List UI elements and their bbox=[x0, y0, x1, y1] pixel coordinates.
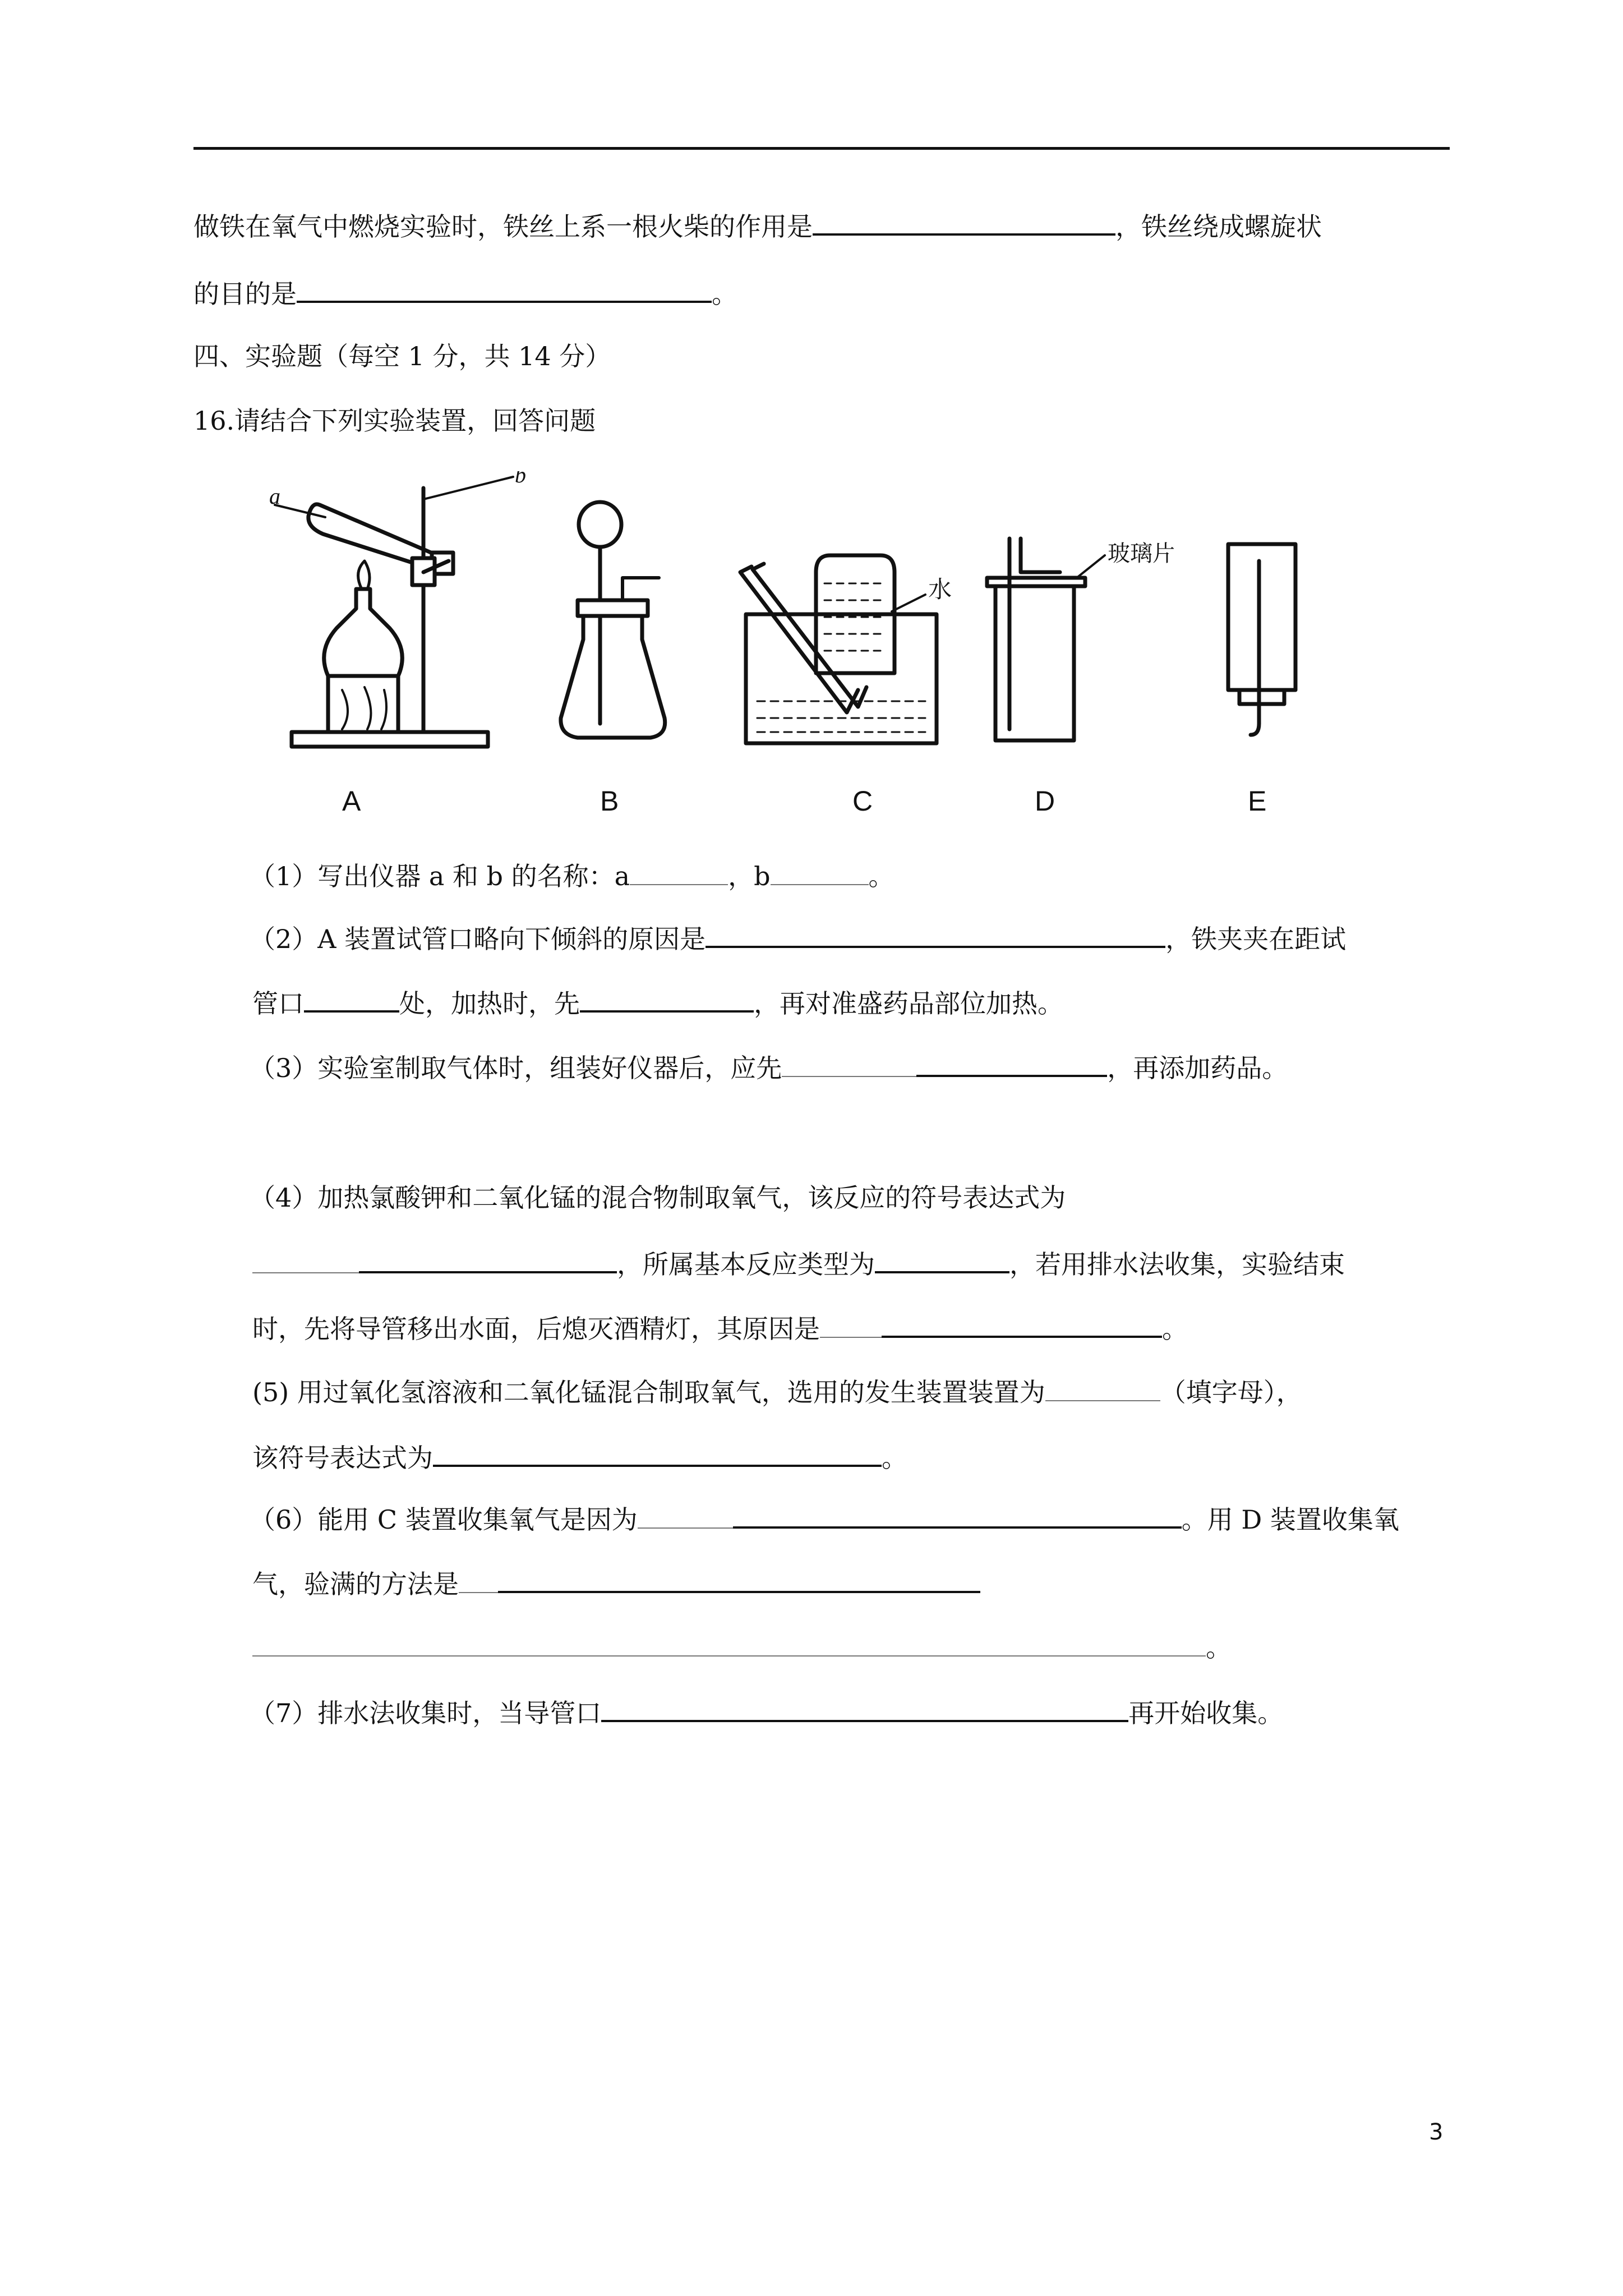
question-16-stem: 16.请结合下列实验装置，回答问题 bbox=[193, 406, 596, 436]
q16-2-line1 bbox=[250, 920, 1346, 956]
answer-blank[interactable] bbox=[875, 1245, 1009, 1273]
figure-letter-b: B bbox=[600, 785, 619, 817]
q16-3-text-2: ，再添加药品。 bbox=[1107, 1053, 1288, 1083]
header-rule bbox=[193, 147, 1450, 150]
q15-line2 bbox=[193, 275, 737, 311]
answer-blank[interactable] bbox=[498, 1565, 980, 1593]
q16-5-text-1: (5) 用过氧化氢溶液和二氧化锰混合制取氧气，选用的发生装置装置为 bbox=[252, 1377, 1045, 1407]
q16-2-text-3: 管口 bbox=[252, 988, 304, 1019]
q16-4-text-3: ，若用排水法收集，实验结束 bbox=[1009, 1249, 1345, 1280]
answer-blank[interactable] bbox=[252, 1630, 1206, 1657]
answer-blank[interactable] bbox=[252, 1246, 359, 1273]
q16-6-line3 bbox=[252, 1630, 1232, 1664]
q16-7-text-2: 再开始收集。 bbox=[1128, 1698, 1284, 1728]
answer-blank[interactable] bbox=[601, 1694, 1128, 1722]
q16-4-line1: （4）加热氯酸钾和二氧化锰的混合物制取氧气，该反应的符号表达式为 bbox=[250, 1182, 1066, 1213]
q16-2-text-4: 处，加热时，先 bbox=[399, 988, 580, 1019]
figure-letter-c: C bbox=[852, 785, 873, 817]
q16-1-text-3: 。 bbox=[868, 861, 895, 891]
answer-blank[interactable] bbox=[733, 1501, 1182, 1529]
q16-2-text-1: （2）A 装置试管口略向下倾斜的原因是 bbox=[250, 924, 706, 954]
q16-5-text-4: 。 bbox=[882, 1443, 907, 1473]
q16-2-text-5: ，再对准盛药品部位加热。 bbox=[754, 988, 1063, 1019]
answer-blank[interactable] bbox=[297, 275, 712, 303]
q15-text-2: ，铁丝绕成螺旋状 bbox=[1115, 211, 1322, 242]
apparatus-figure bbox=[264, 471, 1357, 819]
label-water: 水 bbox=[928, 576, 952, 603]
q16-6-line2 bbox=[252, 1565, 980, 1601]
label-a: a bbox=[269, 484, 280, 509]
q16-2-text-2: ，铁夹夹在距试 bbox=[1165, 924, 1347, 954]
q16-7 bbox=[250, 1694, 1283, 1730]
q16-1-text-2: ，b bbox=[728, 861, 771, 891]
q16-4-text-2: ，所属基本反应类型为 bbox=[617, 1249, 875, 1280]
q16-1-text-1: （1）写出仪器 a 和 b 的名称：a bbox=[250, 861, 630, 891]
q16-1 bbox=[250, 858, 895, 893]
page-number: 3 bbox=[1429, 2119, 1444, 2145]
figure-letter-d: D bbox=[1035, 785, 1055, 817]
answer-blank[interactable] bbox=[580, 984, 754, 1013]
q15-text-4: 。 bbox=[712, 279, 737, 309]
q16-6-text-1: （6）能用 C 装置收集氧气是因为 bbox=[250, 1504, 638, 1535]
q16-4-text-4: 时，先将导管移出水面，后熄灭酒精灯，其原因是 bbox=[252, 1314, 820, 1344]
answer-blank[interactable] bbox=[630, 858, 728, 885]
apparatus-diagram bbox=[264, 471, 1357, 819]
answer-blank[interactable] bbox=[813, 208, 1115, 236]
answer-blank[interactable] bbox=[820, 1311, 882, 1338]
q16-2-line2 bbox=[252, 984, 1063, 1020]
apparatus-a bbox=[269, 471, 526, 747]
answer-blank[interactable] bbox=[782, 1050, 916, 1077]
label-glass-slide: 玻璃片 bbox=[1108, 541, 1175, 567]
answer-blank[interactable] bbox=[706, 920, 1165, 948]
q16-4-line2 bbox=[252, 1245, 1345, 1281]
section-heading: 四、实验题（每空 1 分，共 14 分） bbox=[193, 341, 611, 371]
q16-7-text-1: （7）排水法收集时，当导管口 bbox=[250, 1698, 602, 1728]
answer-blank[interactable] bbox=[638, 1502, 733, 1529]
q15-text-1: 做铁在氧气中燃烧实验时，铁丝上系一根火柴的作用是 bbox=[193, 211, 813, 242]
apparatus-e bbox=[1228, 544, 1295, 735]
answer-blank[interactable] bbox=[1045, 1374, 1160, 1401]
figure-letter-e: E bbox=[1248, 785, 1267, 817]
q16-5-text-2: （填字母）， bbox=[1160, 1377, 1302, 1407]
q16-6-text-3: 气，验满的方法是 bbox=[252, 1569, 459, 1599]
figure-letter-a: A bbox=[342, 785, 361, 817]
apparatus-d bbox=[987, 539, 1175, 740]
q16-4-line3 bbox=[252, 1310, 1188, 1346]
q16-5-line1 bbox=[252, 1374, 1302, 1409]
q16-4-text-5: 。 bbox=[1162, 1314, 1188, 1344]
q15-line1 bbox=[193, 208, 1322, 243]
q16-5-text-3: 该符号表达式为 bbox=[252, 1443, 433, 1473]
apparatus-b bbox=[561, 502, 665, 738]
q16-5-line2 bbox=[252, 1439, 907, 1475]
q15-text-3: 的目的是 bbox=[193, 279, 297, 309]
answer-blank[interactable] bbox=[359, 1245, 617, 1273]
answer-blank[interactable] bbox=[916, 1049, 1107, 1077]
q16-3 bbox=[250, 1049, 1288, 1085]
q16-3-text-1: （3）实验室制取气体时，组装好仪器后，应先 bbox=[250, 1053, 782, 1083]
answer-blank[interactable] bbox=[459, 1566, 498, 1593]
q16-6-text-2: 。用 D 装置收集氧 bbox=[1181, 1504, 1399, 1535]
answer-blank[interactable] bbox=[433, 1439, 882, 1467]
answer-blank[interactable] bbox=[771, 858, 869, 885]
answer-blank[interactable] bbox=[882, 1310, 1162, 1338]
q16-6-line1 bbox=[250, 1501, 1399, 1536]
apparatus-c bbox=[740, 555, 952, 743]
q16-6-text-4: 。 bbox=[1206, 1632, 1232, 1663]
label-b: b bbox=[515, 471, 526, 487]
answer-blank[interactable] bbox=[304, 984, 399, 1013]
